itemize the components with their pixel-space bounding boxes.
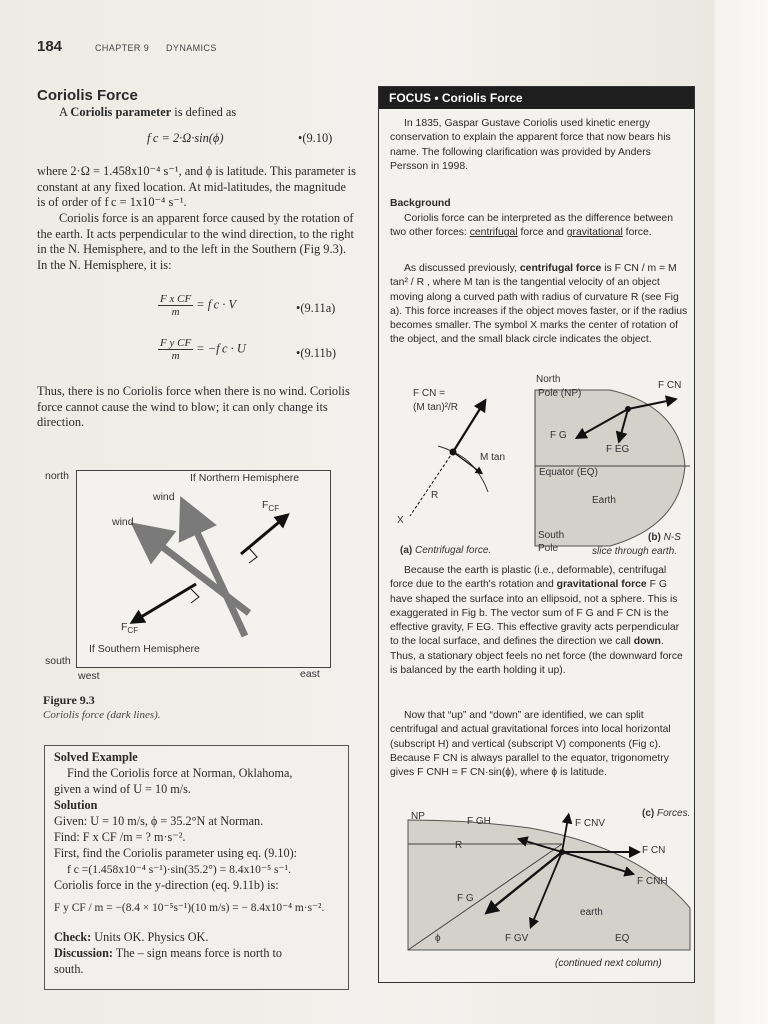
page-number: 184 [37,38,63,55]
figb-slice-label: slice through earth. [592,546,678,557]
next-page-edge [705,0,768,1024]
intro-text: A Coriolis parameter is defined as [59,105,237,119]
figa-x-label: X [397,515,404,526]
solved-check: Check: Units OK. Physics OK. [54,930,209,944]
figb-north-label: North [536,374,561,385]
focus-paragraph-3: As discussed previously, centrifugal force is F CN / m = M tan² / R , where M tan is the tangential velocity of an object moving along a curved path with radius of curvature R (see Fig a). This force increases if the object moves faster, or if the radius becomes smaller. The symbol X marks the center of rotation of the object, and the small black circle indicates the object. [390,263,688,346]
figc-fgh-label: F GH [467,816,491,827]
fig93-diagram [77,471,330,667]
figc-caption: (c) Forces. [642,808,691,819]
section-label: DYNAMICS [166,43,217,53]
fig93-fcf-label-south: $F_{CF}$ [121,621,139,636]
fig93-wind-label-2: wind [112,516,134,528]
solved-result: F y CF / m = −(8.4 × 10⁻⁵s⁻¹)(10 m/s) = − 8.4x10⁻⁴ m·s⁻². [54,902,325,914]
solved-solution-label: Solution [54,798,98,812]
focus-paragraph-4: Because the earth is plastic (i.e., deformable), centrifugal force due to the earth's rotation and gravitational force F G have shaped the surface into an ellipsoid, not a sphere. This is exaggerated in Fig b. The vector sum of F G and F CN is the effective gravity, F EG. This effective gravity acts perpendicular to the local surface, and defines the direction we call down. Thus, a stationary object feels no net force (the downward force is balanced by the earth holding it up). [390,565,683,677]
running-header [95,43,231,53]
figb-fcn-label: F CN [658,380,682,391]
focus-background-heading: Background [390,198,451,209]
figa-object-dot [450,449,457,456]
paragraph-1: where 2·Ω = 1.458x10⁻⁴ s⁻¹, and ϕ is latitude. This parameter is constant at any fixed location. At mid-latitudes, the magnitude is of order of f c = 1x10⁻⁴ s⁻¹. [37,164,356,210]
solved-ydir: Coriolis force in the y-direction (eq. 9.11b) is: [54,878,279,892]
focus-paragraph-5: Now that “up” and “down” are identified, we can split centrifugal and actual gravitational forces into local horizontal (subscript H) and vertical (subscript V) components (Fig c). Because F CN is always parallel to the equator, trigonometry gives F CNH = F CN·sin(ϕ), where ϕ is latitude. [390,710,671,779]
focus-title: FOCUS • Coriolis Force [389,91,523,105]
focus-paragraph-2: Coriolis force can be interpreted as the difference between two other forces: centrifugal force and gravitational force. [390,213,673,239]
fig93-south-label: south [45,655,71,667]
figc-object-dot [559,849,565,855]
figure-9-3 [76,470,331,668]
fig93-fcf-label-north: $F_{CF}$ [262,499,280,514]
fig93-north-label: north [45,470,69,482]
figb-object-dot [625,406,631,412]
section-title: Coriolis Force [37,87,138,104]
fig93-right-angle-1 [249,548,257,563]
fig93-wind-arrow-2 [147,535,249,613]
figc-eq-label: EQ [615,933,630,944]
solved-given: Given: U = 10 m/s, ϕ = 35.2°N at Norman. [54,814,264,828]
solved-fc-calc: f c =(1.458x10⁻⁴ s⁻¹)·sin(35.2°) = 8.4x10⁻⁵ s⁻¹. [67,863,292,876]
figa-mtan-arrow [453,452,480,472]
fig93-fcf-south [136,584,196,620]
fig93-fcf-north [241,518,284,554]
figc-fcnv-label: F CNV [575,818,605,829]
figa-fcn-label: F CN = [413,388,445,399]
figb-fg-label: F G [550,430,567,441]
solved-line-2: given a wind of U = 10 m/s. [54,782,191,796]
figb-earth-label: Earth [592,495,616,506]
figure-caption: Figure 9.3 [43,693,95,707]
figc-fgv-label: F GV [505,933,529,944]
fig93-if-north: If Northern Hemisphere [190,472,300,484]
figb-pole-label: Pole [538,543,559,554]
fig93-if-south: If Southern Hemisphere [89,643,200,655]
equation-9-10: f c = 2·Ω·sin(ϕ) [147,131,224,145]
figb-caption: (b) N-S [648,532,681,543]
fig93-east-label: east [300,668,320,680]
equation-9-11b: $\frac{\text{F y CF}}{m}$ = −f c · U [160,337,246,362]
chapter-label: CHAPTER 9 [95,43,150,53]
solved-first-step: First, find the Coriolis parameter using eq. (9.10): [54,846,298,860]
solved-example-box [44,745,349,990]
solved-title: Solved Example [54,750,138,764]
fig93-wind-label-1: wind [153,491,175,503]
figa-mtan-label: M tan [480,452,506,463]
figb-south-label: South [538,530,565,541]
figc-fg-label: F G [457,893,474,904]
figc-phi-label: ϕ [435,933,441,944]
figa-caption: (a) Centrifugal force. [400,545,492,556]
figc-fcn-label: F CN [642,845,666,856]
focus-paragraph-1: In 1835, Gaspar Gustave Coriolis used kinetic energy conservation to explain the apparent force that now bears his name. The following clarification was provided by Anders Persson in 1998. [390,118,671,172]
solved-find: Find: F x CF /m = ? m·s⁻². [54,830,186,844]
figa-mtan-r-label: (M tan)²/R [413,402,458,413]
paragraph-2: Coriolis force is an apparent force caused by the rotation of the earth. It acts perpendicular to the wind direction, to the right in the N. Hemisphere, and to the left in the Southern (Fig 9.3). In the N. Hemisphere, it is: [37,211,354,272]
equation-9-10-number: •(9.10) [298,131,333,145]
fig93-west-label: west [78,670,100,682]
figa-radius [410,452,453,516]
equation-9-11a: $\frac{\text{F x CF}}{m}$ = f c · V [160,293,237,318]
equation-9-11b-number: •(9.11b) [296,346,337,360]
paragraph-3: Thus, there is no Coriolis force when there is no wind. Coriolis force cannot cause the wind to blow; it can only change its direction. [37,384,350,430]
equation-9-11a-number: •(9.11a) [296,301,336,315]
figc-r-label: R [455,840,463,851]
figc-earth-label: earth [580,907,603,918]
figc-np-label: NP [411,811,425,822]
focus-title-bar [379,87,694,109]
solved-discussion-2: south. [54,962,84,976]
fig93-right-angle-2 [191,589,199,603]
figb-pole-np-label: Pole (NP) [538,388,582,399]
figb-feg-label: F EG [606,444,630,455]
solved-line-1: Find the Coriolis force at Norman, Oklahoma, [67,766,293,780]
figa-r-label: R [431,490,439,501]
figure-subcaption: Coriolis force (dark lines). [43,709,161,721]
figc-fcnh-label: F CNH [637,876,668,887]
solved-discussion: Discussion: The – sign means force is north to [54,946,282,960]
continued-note: (continued next column) [555,958,662,969]
figb-equator-label: Equator (EQ) [539,467,598,478]
